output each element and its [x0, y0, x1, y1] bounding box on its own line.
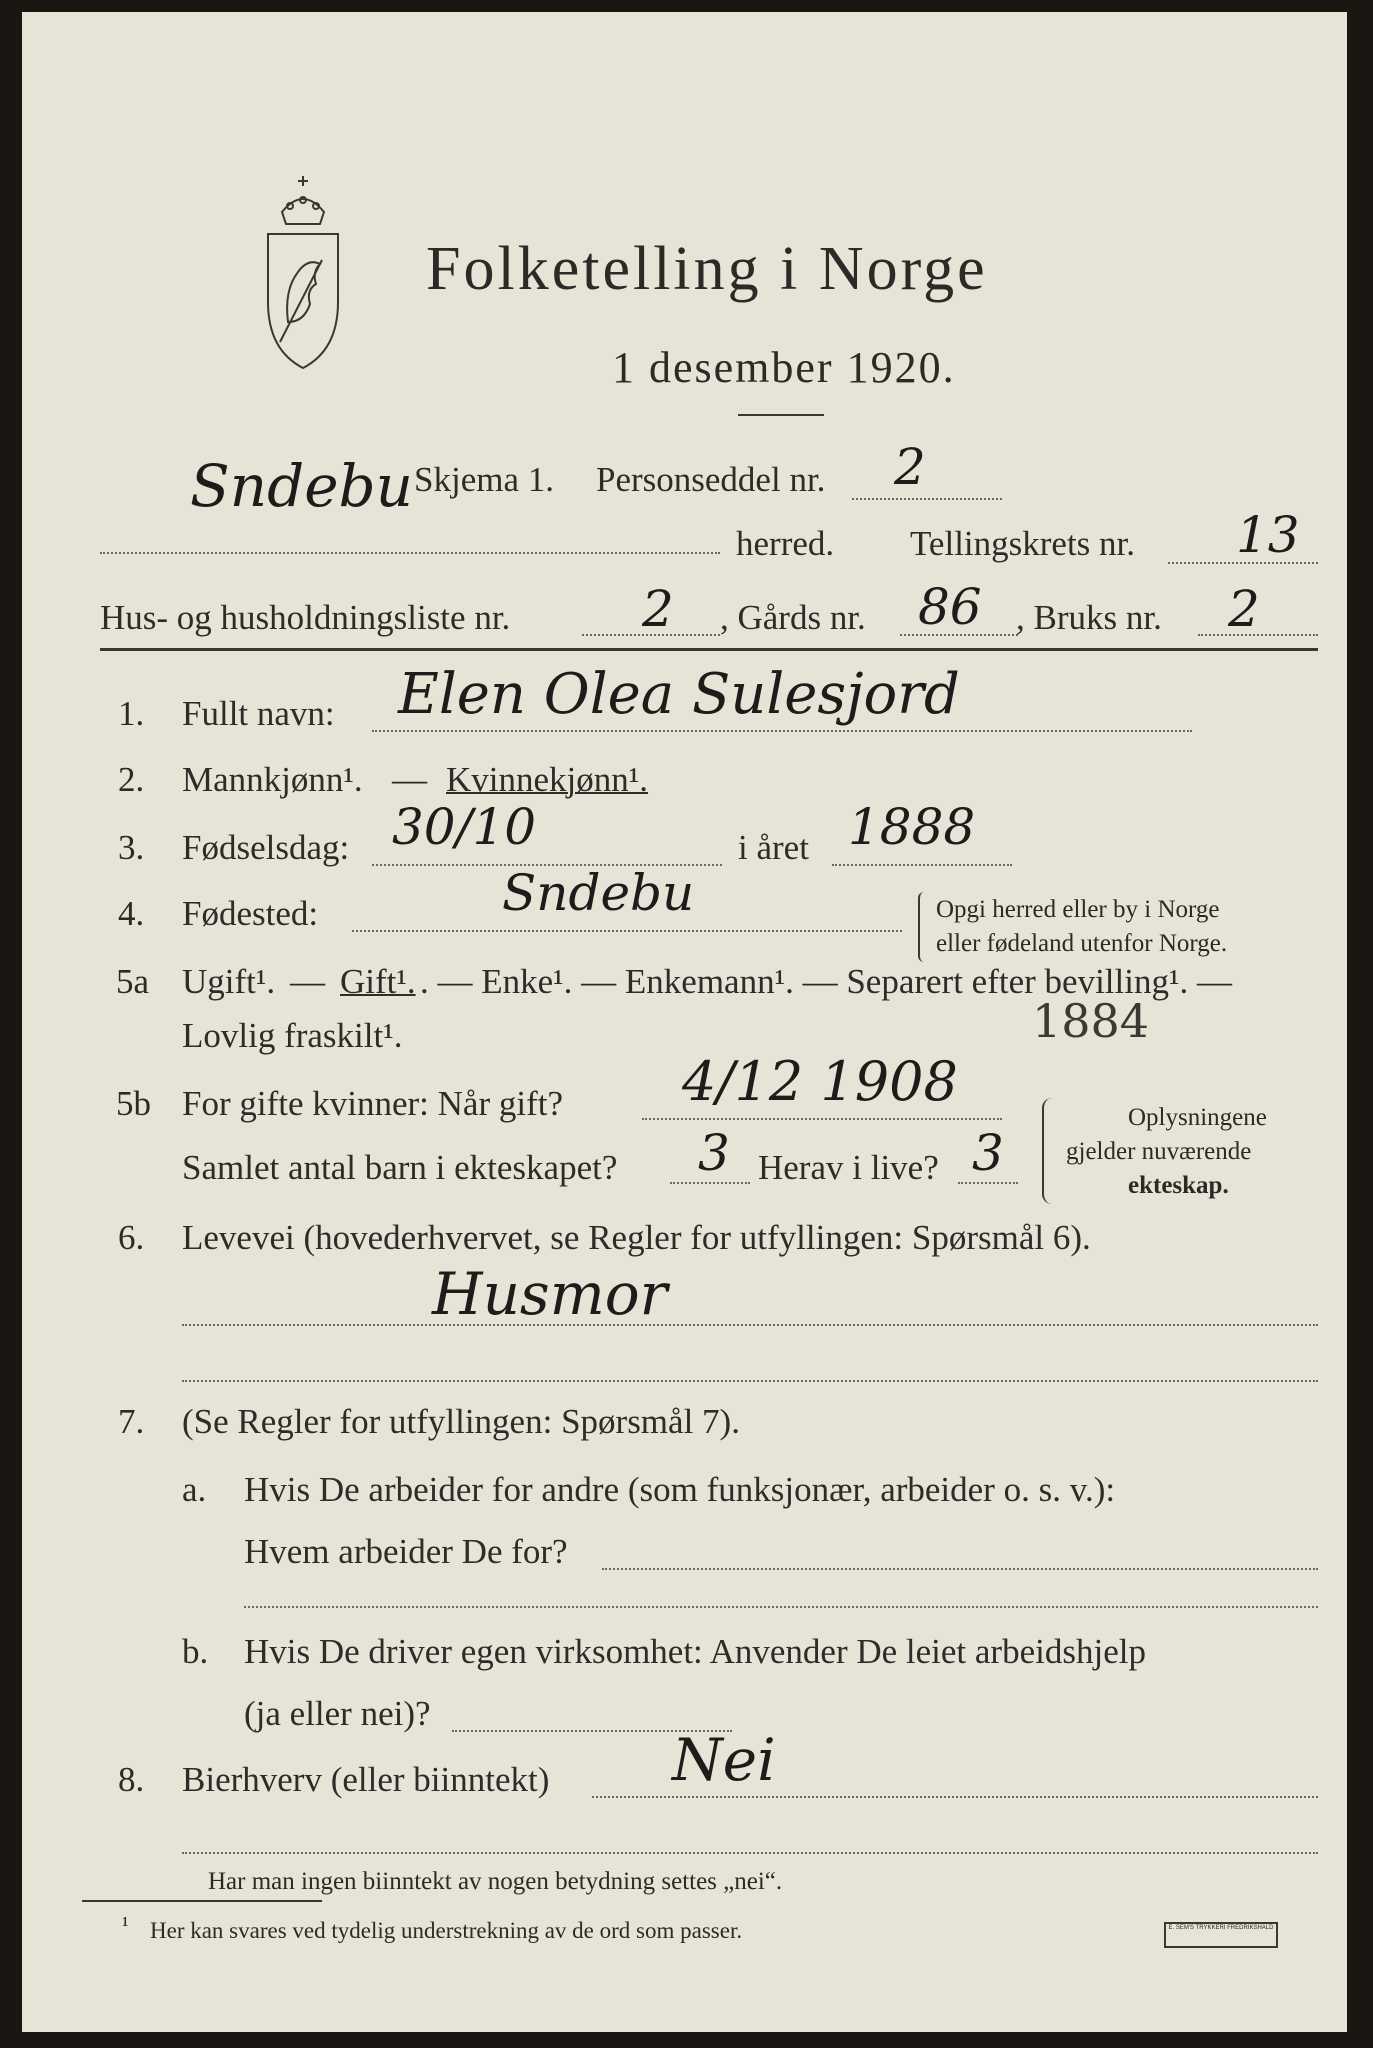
printer-stamp-text: E. SEM'S TRYKKERI FREDRIKSHALD: [1168, 1925, 1274, 1931]
q3-number: 3.: [118, 828, 145, 867]
q5b-note-line1: Oplysningene: [1128, 1104, 1267, 1131]
q5b-live-label: Herav i live?: [758, 1148, 939, 1187]
gards-label: , Gårds nr.: [720, 598, 866, 637]
q5a-sep: —: [290, 962, 325, 1001]
q2-dash: —: [392, 760, 427, 799]
bruks-value: 2: [1228, 580, 1260, 638]
q5b-label: For gifte kvinner: Når gift?: [182, 1084, 564, 1123]
gards-value: 86: [918, 578, 982, 636]
herred-name-handwritten: Sndebu: [190, 452, 414, 520]
skjema-label: Skjema 1.: [414, 460, 554, 499]
q3-year-label: i året: [738, 828, 809, 867]
q3-year-field[interactable]: [832, 864, 1012, 866]
q8-value: Nei: [672, 1726, 776, 1794]
q8-field-1[interactable]: [592, 1796, 1318, 1798]
q8-field-2[interactable]: [182, 1852, 1318, 1854]
footnote-divider: [82, 1900, 322, 1902]
q7b-line1: Hvis De driver egen virksomhet: Anvender De leiet arbeidshjelp: [244, 1632, 1146, 1671]
q6-field-2[interactable]: [182, 1380, 1318, 1382]
title-divider: [738, 414, 824, 416]
q5b-live-value: 3: [972, 1124, 1004, 1182]
personseddel-field[interactable]: [852, 498, 1002, 500]
q1-field[interactable]: [372, 730, 1192, 732]
q5a-number: 5a: [116, 962, 150, 1001]
census-form-page: [22, 12, 1347, 2032]
q4-number: 4.: [118, 894, 145, 933]
q5b-field[interactable]: [642, 1118, 1002, 1120]
q5b-note-line3: ekteskap.: [1128, 1172, 1229, 1199]
q4-value: Sndebu: [502, 864, 695, 922]
q5b-bracket: [1042, 1098, 1054, 1204]
q8-label: Bierhverv (eller biinntekt): [182, 1760, 550, 1799]
herred-label: herred.: [736, 524, 835, 563]
q6-field-1[interactable]: [182, 1324, 1318, 1326]
tellingskrets-label: Tellingskrets nr.: [910, 524, 1136, 563]
q5b-note-line2: gjelder nuværende: [1066, 1138, 1252, 1165]
tellingskrets-value: 13: [1236, 506, 1300, 564]
q5a-margin-note: 1884: [1032, 994, 1150, 1048]
q7-label: (Se Regler for utfyllingen: Spørsmål 7).: [182, 1402, 740, 1441]
q5a-lovlig[interactable]: Lovlig fraskilt¹.: [182, 1016, 403, 1055]
footer-note: Har man ingen biinntekt av nogen betydning settes „nei“.: [208, 1868, 783, 1895]
q5b-barn-field[interactable]: [670, 1182, 750, 1184]
q7a-field-2[interactable]: [244, 1606, 1318, 1608]
q3-label: Fødselsdag:: [182, 828, 350, 867]
q6-number: 6.: [118, 1218, 145, 1257]
q5a-rest: . — Enke¹. — Enkemann¹. — Separert efter bevilling¹. —: [420, 962, 1232, 1001]
q8-number: 8.: [118, 1760, 145, 1799]
q4-label: Fødested:: [182, 894, 319, 933]
q5b-barn-value: 3: [698, 1124, 730, 1182]
coat-of-arms-icon: [260, 172, 346, 372]
q1-value: Elen Olea Sulesjord: [398, 662, 960, 727]
printer-stamp: [1164, 1922, 1278, 1948]
q5b-live-field[interactable]: [958, 1182, 1018, 1184]
q2-kvinne[interactable]: Kvinnekjønn¹.: [446, 760, 649, 799]
header-divider: [100, 648, 1318, 651]
husholdning-label: Hus- og husholdningsliste nr.: [100, 598, 511, 637]
q2-mann: Mannkjønn¹.: [182, 760, 363, 799]
q1-number: 1.: [118, 694, 145, 733]
q7-number: 7.: [118, 1402, 145, 1441]
q5b-value: 4/12 1908: [682, 1050, 958, 1113]
q6-value: Husmor: [432, 1260, 668, 1328]
q5a-gift[interactable]: Gift¹.: [340, 962, 416, 1001]
q1-label: Fullt navn:: [182, 694, 335, 733]
bruks-label: , Bruks nr.: [1016, 598, 1162, 637]
footnote-mark: ¹: [122, 1912, 129, 1937]
q7b-line2: (ja eller nei)?: [244, 1694, 431, 1733]
q5b-number: 5b: [116, 1084, 151, 1123]
q6-label: Levevei (hovederhvervet, se Regler for utfyllingen: Spørsmål 6).: [182, 1218, 1091, 1257]
q7a-line1: Hvis De arbeider for andre (som funksjonær, arbeider o. s. v.):: [244, 1470, 1116, 1509]
q4-bracket: [918, 892, 928, 962]
herred-field[interactable]: [100, 552, 720, 554]
husholdning-value: 2: [642, 580, 674, 638]
q5b-barn-label: Samlet antal barn i ekteskapet?: [182, 1148, 618, 1187]
personseddel-value: 2: [894, 438, 926, 496]
q7a-line2: Hvem arbeider De for?: [244, 1532, 568, 1571]
q5a-ugift[interactable]: Ugift¹.: [182, 962, 276, 1001]
q7a-field-1[interactable]: [602, 1568, 1318, 1570]
q7b-letter: b.: [182, 1632, 209, 1671]
form-title: Folketelling i Norge: [426, 235, 988, 303]
personseddel-label: Personseddel nr.: [596, 460, 826, 499]
census-date: 1 desember 1920.: [612, 343, 956, 392]
q3-value: 30/10: [392, 798, 537, 856]
q7a-letter: a.: [182, 1470, 207, 1509]
q4-field[interactable]: [352, 930, 902, 932]
q4-note-line1: Opgi herred eller by i Norge: [936, 896, 1220, 923]
q2-number: 2.: [118, 760, 145, 799]
q4-note-line2: eller fødeland utenfor Norge.: [936, 930, 1228, 957]
q3-year-value: 1888: [848, 798, 976, 856]
footnote-text: Her kan svares ved tydelig understrekning av de ord som passer.: [150, 1918, 743, 1943]
